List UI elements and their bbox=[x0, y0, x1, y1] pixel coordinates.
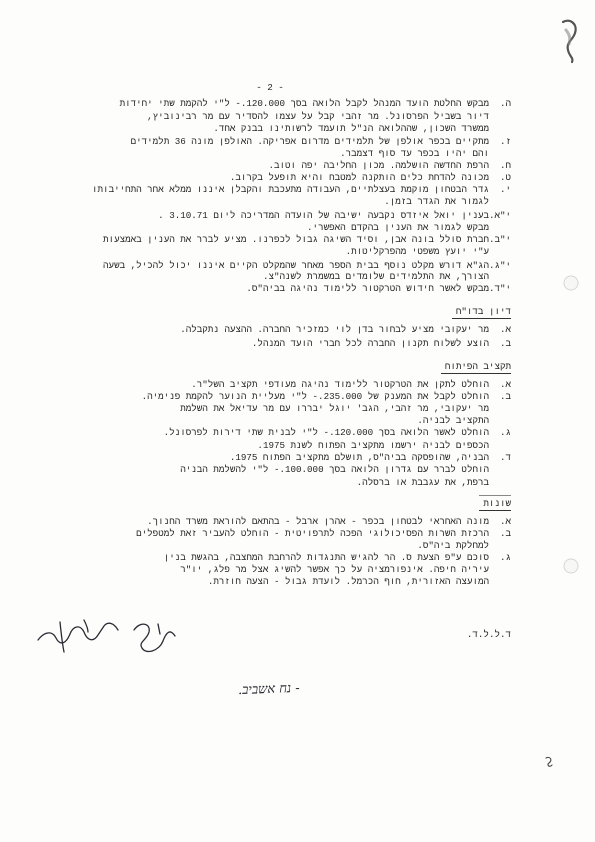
signature-left bbox=[38, 620, 118, 652]
item-label: ב. bbox=[499, 528, 511, 539]
item-line: בענין יואל איזדס נקבעה ישיבה של הועדה המדריכה ליום 3.10.71 . bbox=[158, 210, 489, 221]
item-label: י"א. bbox=[488, 210, 511, 221]
item-label: ג. bbox=[499, 552, 511, 563]
punch-hole-lower bbox=[564, 559, 578, 573]
section-heading: דיון בדו"ח bbox=[452, 306, 511, 319]
item-label: ב. bbox=[499, 338, 511, 349]
item-label: ג. bbox=[499, 427, 511, 438]
item-line: למחלקת ביה"ס. bbox=[417, 540, 489, 551]
item-label: י. bbox=[499, 184, 511, 195]
signature-right bbox=[134, 624, 175, 652]
top-right-smudge bbox=[563, 21, 576, 62]
item-line: סוכם ע"פ הצעת ס. הר להגיש התנגדות להרחבת המחצבה, בהגשת בנין bbox=[163, 552, 489, 563]
item-line: הוחלט לאשר הלואה בסך 120.000.- ל"י לבנית שתי דירות לפרסונל. bbox=[163, 427, 489, 438]
item-line: עיריה חיפה. אינפורמציה על כך אפשר להשיג אצל מר פלג, יו"ר bbox=[180, 564, 489, 575]
handwritten-name: - נח אשביב. bbox=[238, 680, 301, 699]
item-line: מונה האחראי לבטחון בכפר - אהרן ארבל - בהתאם להוראת משרד החנוך. bbox=[147, 516, 489, 527]
item-label: י"ג. bbox=[488, 260, 511, 271]
item-line: הוצע לשלוח תקנון החברה לכל חברי הועד המנהל. bbox=[251, 338, 489, 349]
item-line: מבקש לגמור את הענין בהקדם האפשרי. bbox=[307, 222, 489, 233]
item-line: ממשרד השכון, שההלואה הנ"ל תועמד לרשותינו בבנק אחד. bbox=[213, 123, 489, 134]
item-line: מבקש החלטת הועד המנהל לקבל הלואה בסך 120.000.- ל"י להקמת שתי יחידות bbox=[119, 98, 489, 109]
item-line: חברת סולל בונה אבן, וסיד השיגה גבול לכפרנו. מציע לברר את הענין באמצעות bbox=[103, 234, 489, 245]
item-line: הצורך, את התלמידים שלומדים במשמרת לשנה"צ. bbox=[262, 271, 489, 282]
item-line: הרכזת השרות הפסיכולוגי הפכה לתרפויטית - הוחלט להעביר זאת למטפלים bbox=[136, 528, 489, 539]
item-line: המועצה האזורית, חוף הכרמל. לועדת גבול - הצעה חוזרת. bbox=[207, 576, 489, 587]
page-number: - 2 - bbox=[256, 82, 284, 93]
item-label: ח. bbox=[499, 160, 511, 171]
section-heading: תקציב הפיתוח bbox=[441, 361, 511, 374]
item-label: ב. bbox=[499, 391, 511, 402]
item-label: א. bbox=[499, 379, 511, 390]
item-label: ז. bbox=[499, 136, 511, 147]
item-line: התקציב לבניה. bbox=[417, 415, 489, 426]
item-label: ט. bbox=[499, 172, 511, 183]
item-line: הוחלט לקבל את המענק של 235.000.- ל"י מעליית הנוער להקמת פנימיה. bbox=[141, 391, 489, 402]
item-line: מבקש לאשר חידוש הטרקטור ללימוד נהיגה בביה"ס. bbox=[246, 283, 489, 294]
item-line: הוחלט לברר עם גדרון הלואה בסך 100.000.- ל"י להשלמת הבניה bbox=[180, 464, 489, 475]
item-line: מר יעקובי, מר זהבי, הגב' יוגל יבררו עם מר עדיאל את השלמת bbox=[180, 403, 489, 414]
section-heading: שונות bbox=[479, 495, 511, 511]
corner-mark bbox=[546, 757, 552, 766]
item-line: מר יעקובי מציע לבחור בדן לוי כמזכיר החברה. ההצעה נתקבלה. bbox=[180, 324, 489, 335]
item-line: מתקיים בכפר אולפן של תלמידים מדרום אפריקה. האולפן מונה 36 תלמידים bbox=[130, 136, 489, 147]
item-label: א. bbox=[499, 324, 511, 335]
item-line: והם יהיו בכפר עד סוף דצמבר. bbox=[340, 148, 489, 159]
document-date: ד.ל.ל.ד. bbox=[466, 629, 511, 640]
punch-hole-upper bbox=[564, 276, 578, 290]
item-line: הוחלט לתקן את הטרקטור ללימוד נהיגה מעודפי תקציב השל"ר. bbox=[191, 379, 489, 390]
item-line: לגמור את הגדר בזמן. bbox=[384, 196, 489, 207]
item-line: הג"א דורש מקלט נוסף בבית הספר מאחר שהמקלט הקיים איננו יכול להכיל, בשעה bbox=[103, 260, 489, 271]
item-line: הכספים לבניה ירשמו מתקציב הפתוח לשנת 1975. bbox=[257, 440, 489, 451]
item-label: י"ד. bbox=[488, 283, 511, 294]
item-label: י"ב. bbox=[488, 234, 511, 245]
item-label: א. bbox=[499, 516, 511, 527]
item-label: ה. bbox=[499, 98, 511, 109]
item-label: ד. bbox=[499, 452, 511, 463]
item-line: גדר הבטחון מוקמת בעצלתיים, העבודה מתעכבת והקבלן איננו ממלא אחר התחייבותו bbox=[92, 184, 489, 195]
item-line: ע"י יועץ משפטי מהפרקליטות. bbox=[345, 246, 489, 257]
item-line: הרפת החדשה הושלמה. מכון החליבה יפה וטוב. bbox=[268, 160, 489, 171]
item-line: ברפת, את עגבבת או ברסלה. bbox=[356, 477, 489, 488]
item-line: מכונה להדחת כלים הותקנה למטבח והיא תופעל בקרוב. bbox=[229, 172, 489, 183]
item-line: דיור בשביל הפרסונל. מר זהבי קבל על עצמו להסדיר עם מר רבינוביץ, bbox=[147, 111, 489, 122]
item-line: הבניה, שהופסקה בביה"ס, תושלם מתקציב הפתוח 1975. bbox=[229, 452, 489, 463]
